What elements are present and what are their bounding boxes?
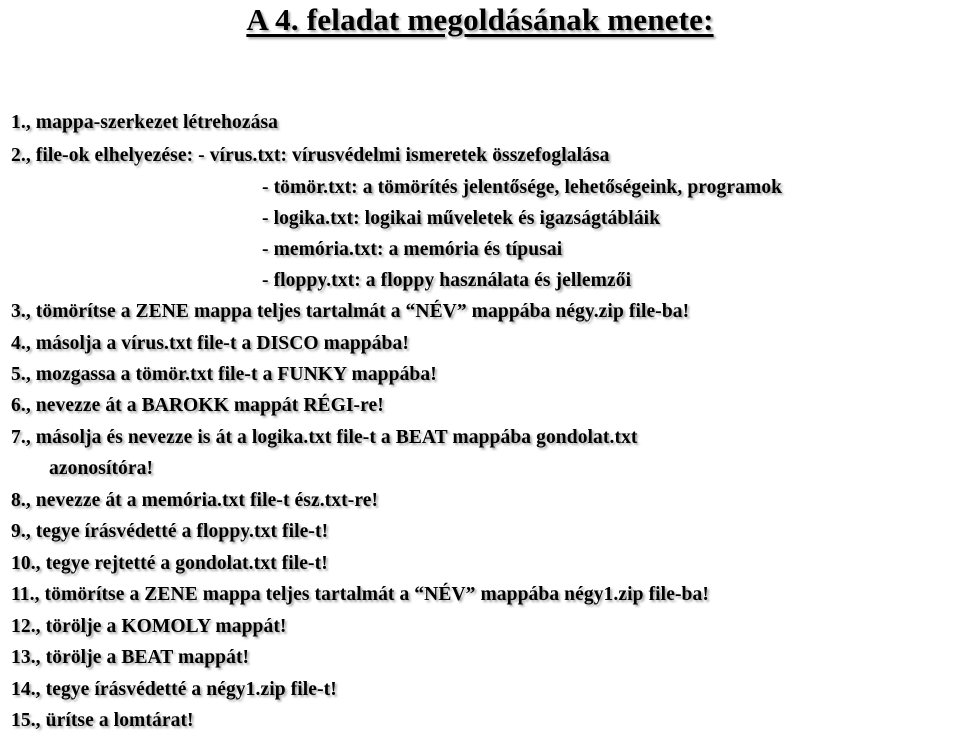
step-7-continuation: azonosítóra! <box>49 458 154 479</box>
step-1: 1., mappa-szerkezet létrehozása <box>11 112 278 133</box>
step-12: 12., törölje a KOMOLY mappát! <box>11 616 287 637</box>
step-10: 10., tegye rejtetté a gondolat.txt file-t! <box>11 553 328 574</box>
step-2-sub-logika: - logika.txt: logikai műveletek és igazságtábláik <box>262 208 661 229</box>
step-6: 6., nevezze át a BAROKK mappát RÉGI-re! <box>11 395 384 416</box>
step-9: 9., tegye írásvédetté a floppy.txt file-t! <box>11 521 329 542</box>
step-5: 5., mozgassa a tömör.txt file-t a FUNKY mappába! <box>11 364 437 385</box>
step-15: 15., ürítse a lomtárat! <box>11 710 194 731</box>
step-2-sub-tomor: - tömör.txt: a tömörítés jelentősége, lehetőségeink, programok <box>262 177 783 198</box>
step-4: 4., másolja a vírus.txt file-t a DISCO mappába! <box>11 333 409 354</box>
step-2-sub-memoria: - memória.txt: a memória és típusai <box>262 239 563 260</box>
step-2: 2., file-ok elhelyezése: - vírus.txt: vírusvédelmi ismeretek összefoglalása <box>11 145 610 166</box>
page-title: A 4. feladat megoldásának menete: <box>246 2 714 37</box>
step-7: 7., másolja és nevezze is át a logika.txt file-t a BEAT mappába gondolat.txt <box>11 427 638 448</box>
step-3: 3., tömörítse a ZENE mappa teljes tartalmát a “NÉV” mappába négy.zip file-ba! <box>11 301 690 322</box>
step-2-sub-floppy: - floppy.txt: a floppy használata és jellemzői <box>262 270 632 291</box>
step-14: 14., tegye írásvédetté a négy1.zip file-t! <box>11 679 337 700</box>
step-8: 8., nevezze át a memória.txt file-t ész.txt-re! <box>11 490 379 511</box>
step-11: 11., tömörítse a ZENE mappa teljes tartalmát a “NÉV” mappába négy1.zip file-ba! <box>11 584 709 605</box>
step-13: 13., törölje a BEAT mappát! <box>11 647 250 668</box>
